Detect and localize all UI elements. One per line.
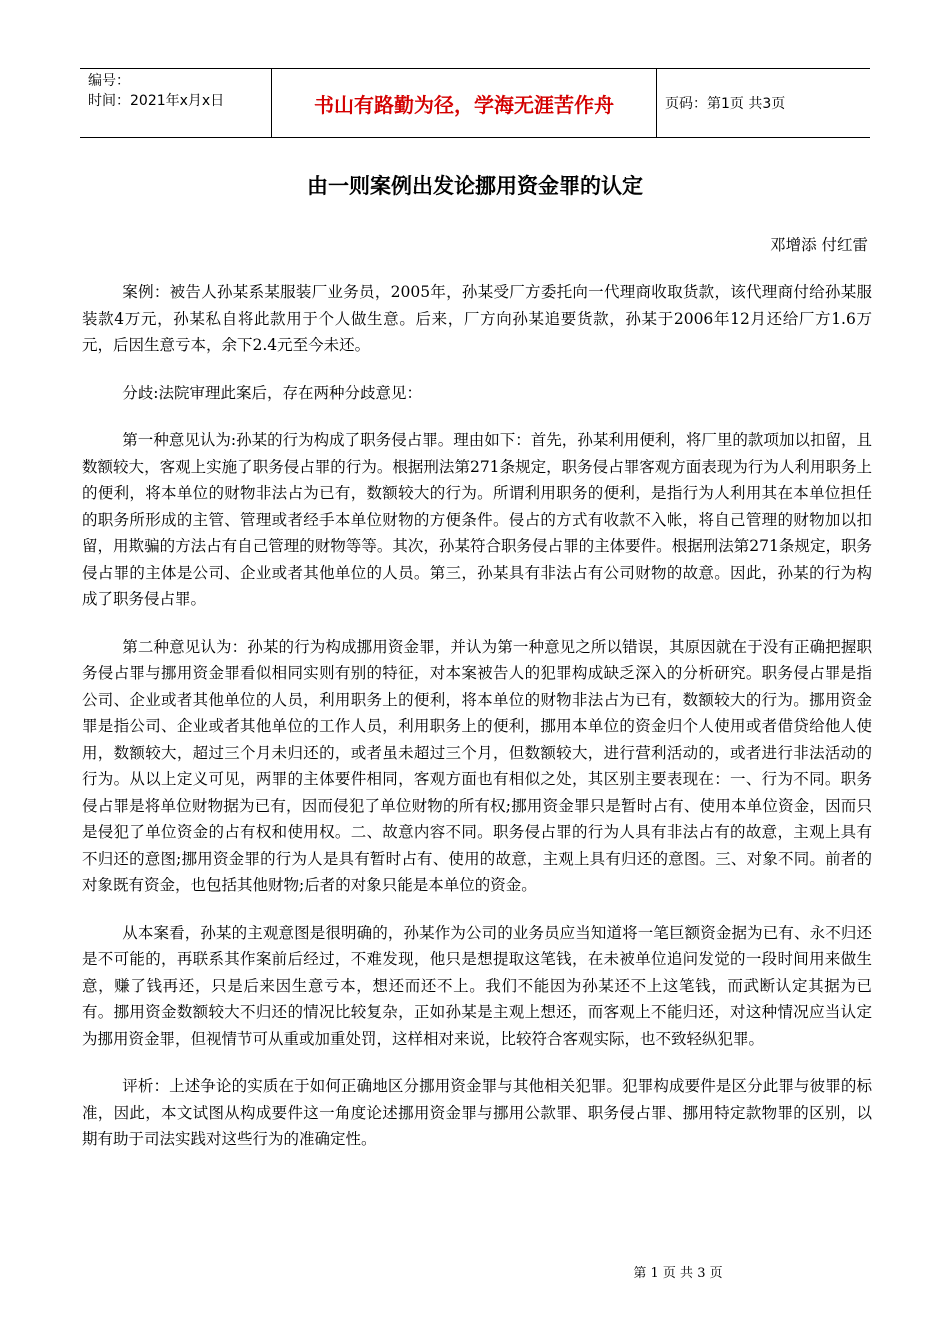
header-meta: [80, 69, 272, 137]
header-page-info: 页码：第1页 共3页: [665, 96, 786, 112]
paragraph-case-analysis: 从本案看，孙某的主观意图是很明确的，孙某作为公司的业务员应当知道将一笔巨额资金据为已有、永不归还是不可能的，再联系其作案前后经过，不难发现，他只是想提取这笔钱，在未被单位追问发觉的一段时间用来做生意，赚了钱再还，只是后来因生意亏本，想还而还不上。我们不能因为孙某还不上这笔钱，而武断认定其据为已有。挪用资金数额较大不归还的情况比较复杂，正如孙某是主观上想还，而客观上不能归还，对这种情况应当认定为挪用资金罪，但视情节可从重或加重处罚，这样相对来说，比较符合客观实际，也不致轻纵犯罪。: [82, 923, 872, 1048]
page-footer: 第 1 页 共 3 页: [633, 1266, 723, 1281]
document-title: 由一则案例出发论挪用资金罪的认定: [307, 174, 643, 198]
paragraph-first-opinion: 第一种意见认为:孙某的行为构成了职务侵占罪。理由如下：首先，孙某利用便利，将厂里的款项加以扣留，且数额较大，客观上实施了职务侵占罪的行为。根据刑法第271条规定，职务侵占罪客观方面表现为行为人利用职务上的便利，将本单位的财物非法占为已有，数额较大的行为。所谓利用职务的便利，是指行为人利用其在本单位担任的职务所形成的主管、管理或者经手本单位财物的方便条件。侵占的方式有收款不入帐，将自己管理的财物加以扣留，用欺骗的方法占有自己管理的财物等等。其次，孙某符合职务侵占罪的主体要件。根据刑法第271条规定，职务侵占罪的主体是公司、企业或者其他单位的人员。第三，孙某具有非法占有公司财物的故意。因此，孙某的行为构成了职务侵占罪。: [82, 431, 872, 608]
paragraph-disagreement: 分歧:法院审理此案后，存在两种分歧意见：: [122, 383, 423, 402]
paragraph-second-opinion: 第二种意见认为：孙某的行为构成挪用资金罪，并认为第一种意见之所以错误，其原因就在于没有正确把握职务侵占罪与挪用资金罪看似相同实则有别的特征，对本案被告人的犯罪构成缺乏深入的分析研究。职务侵占罪是指公司、企业或者其他单位的人员，利用职务上的便利，将本单位的财物非法占为已有，数额较大的行为。挪用资金罪是指公司、企业或者其他单位的工作人员，利用职务上的便利，挪用本单位的资金归个人使用或者借贷给他人使用，数额较大，超过三个月未归还的，或者虽未超过三个月，但数额较大，进行营利活动的，或者进行非法活动的行为。从以上定义可见，两罪的主体要件相同，客观方面也有相似之处，其区别主要表现在：一、行为不同。职务侵占罪是将单位财物据为已有，因而侵犯了单位财物的所有权;挪用资金罪只是暂时占有、使用本单位资金，因而只是侵犯了单位资金的占有权和使用权。二、故意内容不同。职务侵占罪的行为人具有非法占有的故意，主观上具有不归还的意图;挪用资金罪的行为人是具有暂时占有、使用的故意，主观上具有归还的意图。三、对象不同。前者的对象既有资金，也包括其他财物;后者的对象只能是本单位的资金。: [82, 637, 872, 894]
document-body: [82, 279, 872, 1174]
paragraph-case: 案例：被告人孙某系某服装厂业务员，2005年，孙某受厂方委托向一代理商收取货款，该代理商付给孙某服装款4万元，孙某私自将此款用于个人做生意。后来，厂方向孙某追要货款，孙某于2006年12月还给厂方1.6万元，后因生意亏本，余下2.4元至今未还。: [82, 283, 872, 354]
page-header: [80, 68, 870, 138]
paragraph-commentary: 评析：上述争论的实质在于如何正确地区分挪用资金罪与其他相关犯罪。犯罪构成要件是区分此罪与彼罪的标准，因此，本文试图从构成要件这一角度论述挪用资金罪与挪用公款罪、职务侵占罪、挪用特定款物罪的区别，以期有助于司法实践对这些行为的准确定性。: [82, 1077, 872, 1148]
document-date: 时间：2021年x月x日: [88, 93, 225, 109]
header-motto: 书山有路勤为径，学海无涯苦作舟: [272, 69, 657, 137]
document-authors: 邓增添 付红雷: [770, 236, 868, 254]
document-number-label: 编号：: [88, 73, 130, 89]
